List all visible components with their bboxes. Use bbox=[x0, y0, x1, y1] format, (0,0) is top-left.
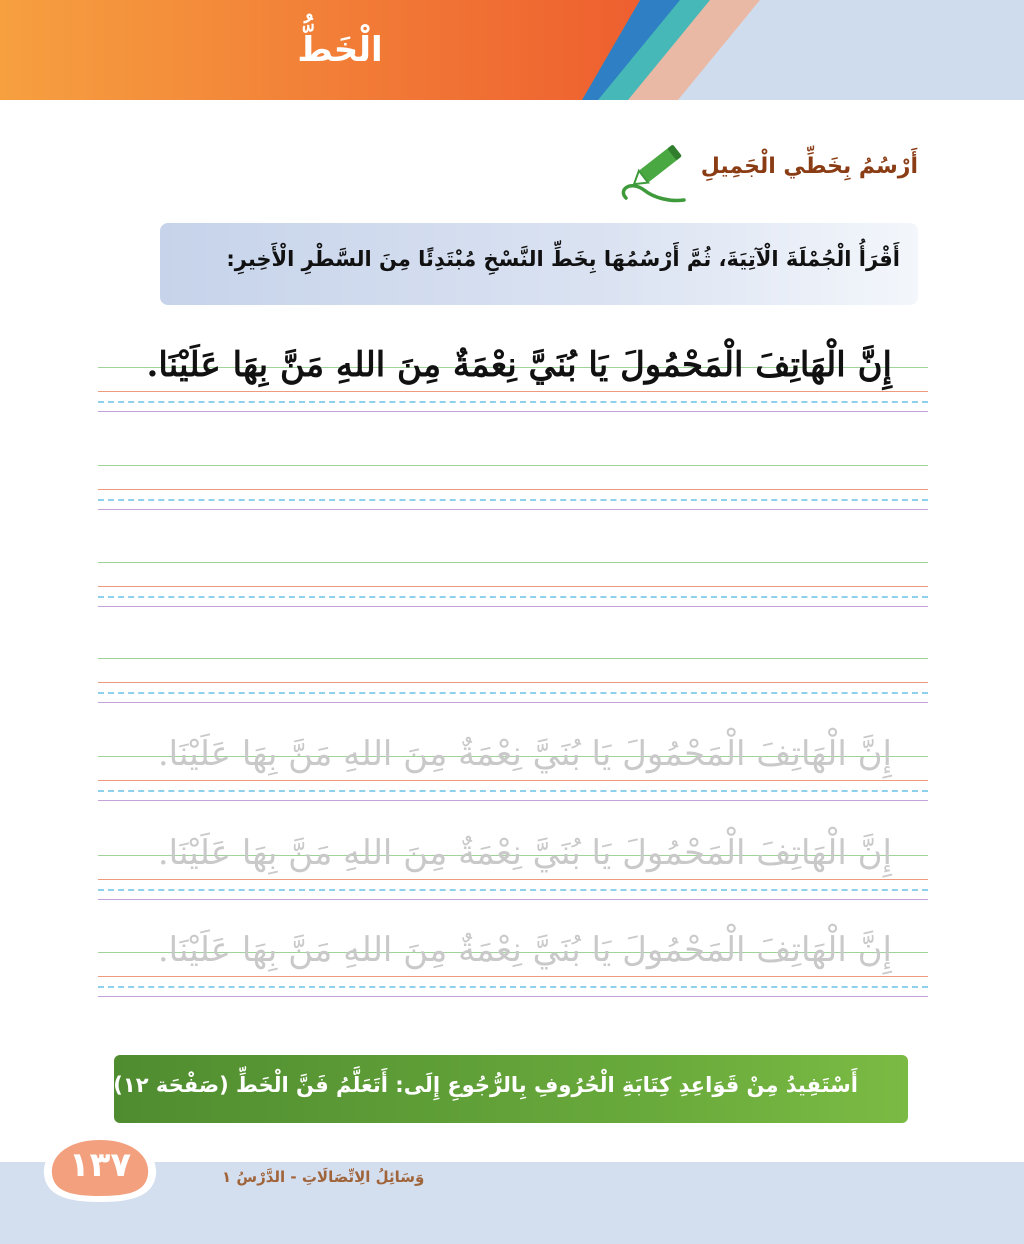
tracing-row[interactable] bbox=[98, 734, 928, 808]
page-number: ١٣٧ bbox=[68, 1145, 132, 1185]
tip-bar bbox=[114, 1055, 908, 1123]
header-graphic bbox=[0, 0, 1024, 100]
traced-sentence: إِنَّ الْهَاتِفَ الْمَحْمُولَ يَا بُنَيَّ نِعْمَةٌ مِنَ اللهِ مَنَّ بِهَا عَلَيْنَا. bbox=[157, 734, 892, 774]
header-band bbox=[0, 0, 1024, 100]
pencil-icon bbox=[618, 140, 690, 206]
section-heading: أَرْسُمُ بِخَطِّي الْجَمِيلِ bbox=[700, 154, 918, 179]
instruction-box bbox=[160, 223, 918, 305]
model-writing-row bbox=[98, 345, 928, 419]
model-sentence: إِنَّ الْهَاتِفَ الْمَحْمُولَ يَا بُنَيَّ نِعْمَةٌ مِنَ اللهِ مَنَّ بِهَا عَلَيْنَا. bbox=[146, 345, 892, 385]
empty-writing-row[interactable] bbox=[98, 465, 928, 517]
instruction-text: أَقْرَأُ الْجُمْلَةَ الْآتِيَةَ، ثُمَّ أَرْسُمُهَا بِخَطِّ النَّسْخِ مُبْتَدِئًا مِنَ السَّطْرِ الْأَخِيرِ: bbox=[226, 247, 900, 271]
footer-label: وَسَائِلُ الِاتِّصَالَاتِ - الدَّرْسُ ١ bbox=[222, 1168, 425, 1186]
page-title: الْخَطُّ bbox=[297, 30, 383, 70]
tracing-row[interactable] bbox=[98, 930, 928, 1004]
traced-sentence: إِنَّ الْهَاتِفَ الْمَحْمُولَ يَا بُنَيَّ نِعْمَةٌ مِنَ اللهِ مَنَّ بِهَا عَلَيْنَا. bbox=[157, 930, 892, 970]
empty-writing-row[interactable] bbox=[98, 658, 928, 710]
tracing-row[interactable] bbox=[98, 833, 928, 907]
tip-text: أَسْتَفِيدُ مِنْ قَوَاعِدِ كِتَابَةِ الْحُرُوفِ بِالرُّجُوعِ إِلَى: أَتَعَلَّمُ فَنَّ الْخَطِّ (صَفْحَة ١٢) bbox=[113, 1073, 858, 1097]
empty-writing-row[interactable] bbox=[98, 562, 928, 614]
traced-sentence: إِنَّ الْهَاتِفَ الْمَحْمُولَ يَا بُنَيَّ نِعْمَةٌ مِنَ اللهِ مَنَّ بِهَا عَلَيْنَا. bbox=[157, 833, 892, 873]
